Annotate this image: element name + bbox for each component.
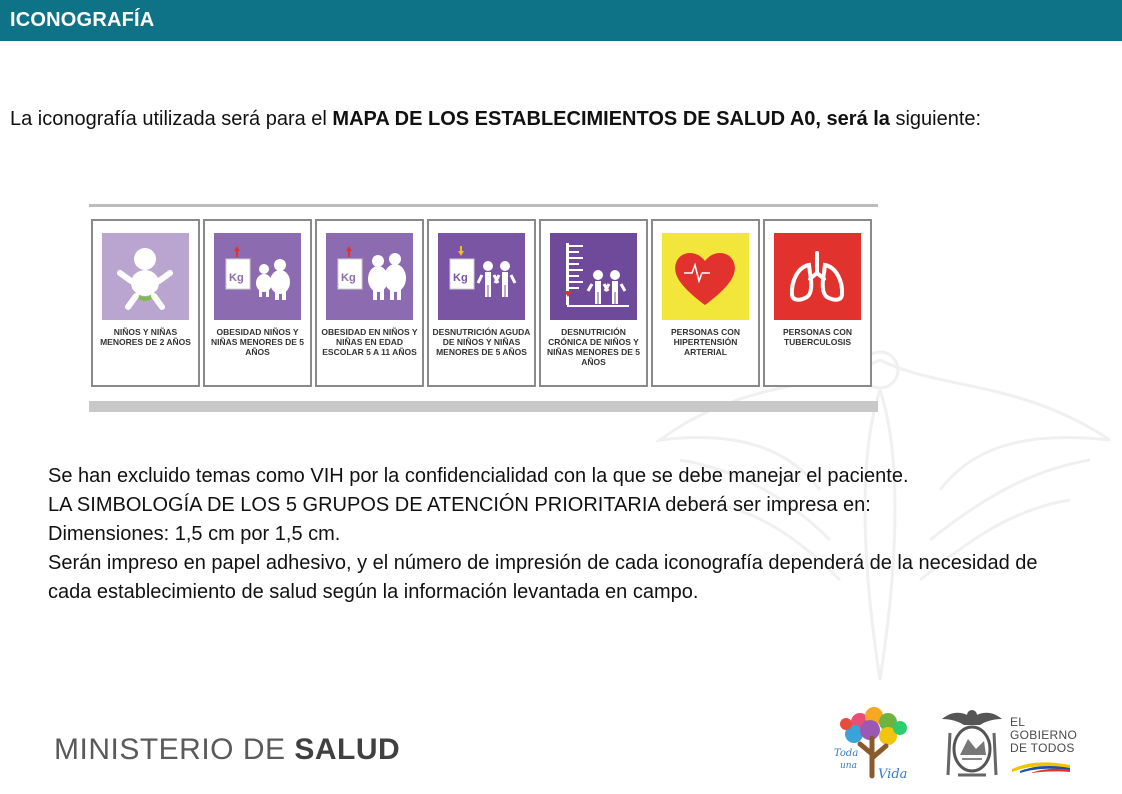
icon-label: NIÑOS Y NIÑAS MENORES DE 2 AÑOS [100,327,191,347]
gobierno-line: DE TODOS [1010,741,1075,755]
panel-bottom-bar [89,401,878,412]
gobierno-line: EL [1010,715,1026,729]
height-chart-icon [550,233,637,320]
flag-stripe-icon [1012,759,1070,773]
icon-card-chronic-malnutrition [539,219,648,387]
icon-label: DESNUTRICIÓN AGUDA DE NIÑOS Y NIÑAS MENORES DE 5 AÑOS [432,327,531,357]
intro-bold-text: MAPA DE LOS ESTABLECIMIENTOS DE SALUD A0, será la [332,108,890,130]
icon-card-tuberculosis [763,219,872,387]
scale-obesity-icon [214,233,301,320]
icon-card-obesity-school [315,219,424,387]
body-paragraph: LA SIMBOLOGÍA DE LOS 5 GRUPOS DE ATENCIÓN PRIORITARIA deberá ser impresa en: [48,494,871,516]
svg-text:Kg: Kg [229,272,244,284]
icon-label: OBESIDAD NIÑOS Y NIÑAS MENORES DE 5 AÑOS [210,327,305,357]
body-text [48,462,1058,607]
body-paragraph: Se han excluido temas como VIH por la confidencialidad con la que se debe manejar el paciente. [48,465,909,487]
icon-card-obesity-under-5 [203,219,312,387]
ministry-logo [54,733,400,767]
body-paragraph: Dimensiones: 1,5 cm por 1,5 cm. [48,523,341,545]
icon-label: PERSONAS CON HIPERTENSIÓN ARTERIAL [671,327,740,357]
icon-card-acute-malnutrition [427,219,536,387]
intro-text-end: siguiente: [889,108,982,130]
intro-paragraph [10,104,1090,135]
toda-una-vida-logo-icon [830,704,912,784]
ecuador-coat-of-arms-icon [938,705,1006,783]
ministry-name-bold: SALUD [294,733,401,766]
body-paragraph: Serán impreso en papel adhesivo, y el número de impresión de cada iconografía dependerá de la necesidad de cada establecimiento de salud según la información levantada en campo. [48,552,1038,603]
gobierno-logo-text [1010,716,1110,755]
gobierno-line: GOBIERNO [1010,728,1078,742]
svg-text:Kg: Kg [453,272,468,284]
icon-card-hypertension [651,219,760,387]
heart-icon [662,233,749,320]
svg-text:Kg: Kg [341,272,356,284]
icon-label: PERSONAS CON TUBERCULOSIS [783,327,852,347]
icon-label: OBESIDAD EN NIÑOS Y NIÑAS EN EDAD ESCOLAR 5 A 11 AÑOS [321,327,418,357]
header-bar [0,0,1122,41]
page-title: ICONOGRAFÍA [10,9,155,31]
scale-obesity-school-icon [326,233,413,320]
lungs-icon [774,233,861,320]
ministry-name: MINISTERIO DE [54,733,295,766]
tree-logo-word: Toda [834,748,859,759]
icon-label: DESNUTRICIÓN CRÓNICA DE NIÑOS Y NIÑAS MENORES DE 5 AÑOS [546,327,641,367]
tree-logo-word: Vida [878,767,908,782]
intro-text: La iconografía utilizada será para el [10,108,333,130]
icon-panel [89,204,878,412]
tree-logo-word: una [840,761,857,771]
baby-icon [102,233,189,320]
panel-divider [89,204,878,207]
icon-card-babies [91,219,200,387]
scale-malnutrition-icon [438,233,525,320]
